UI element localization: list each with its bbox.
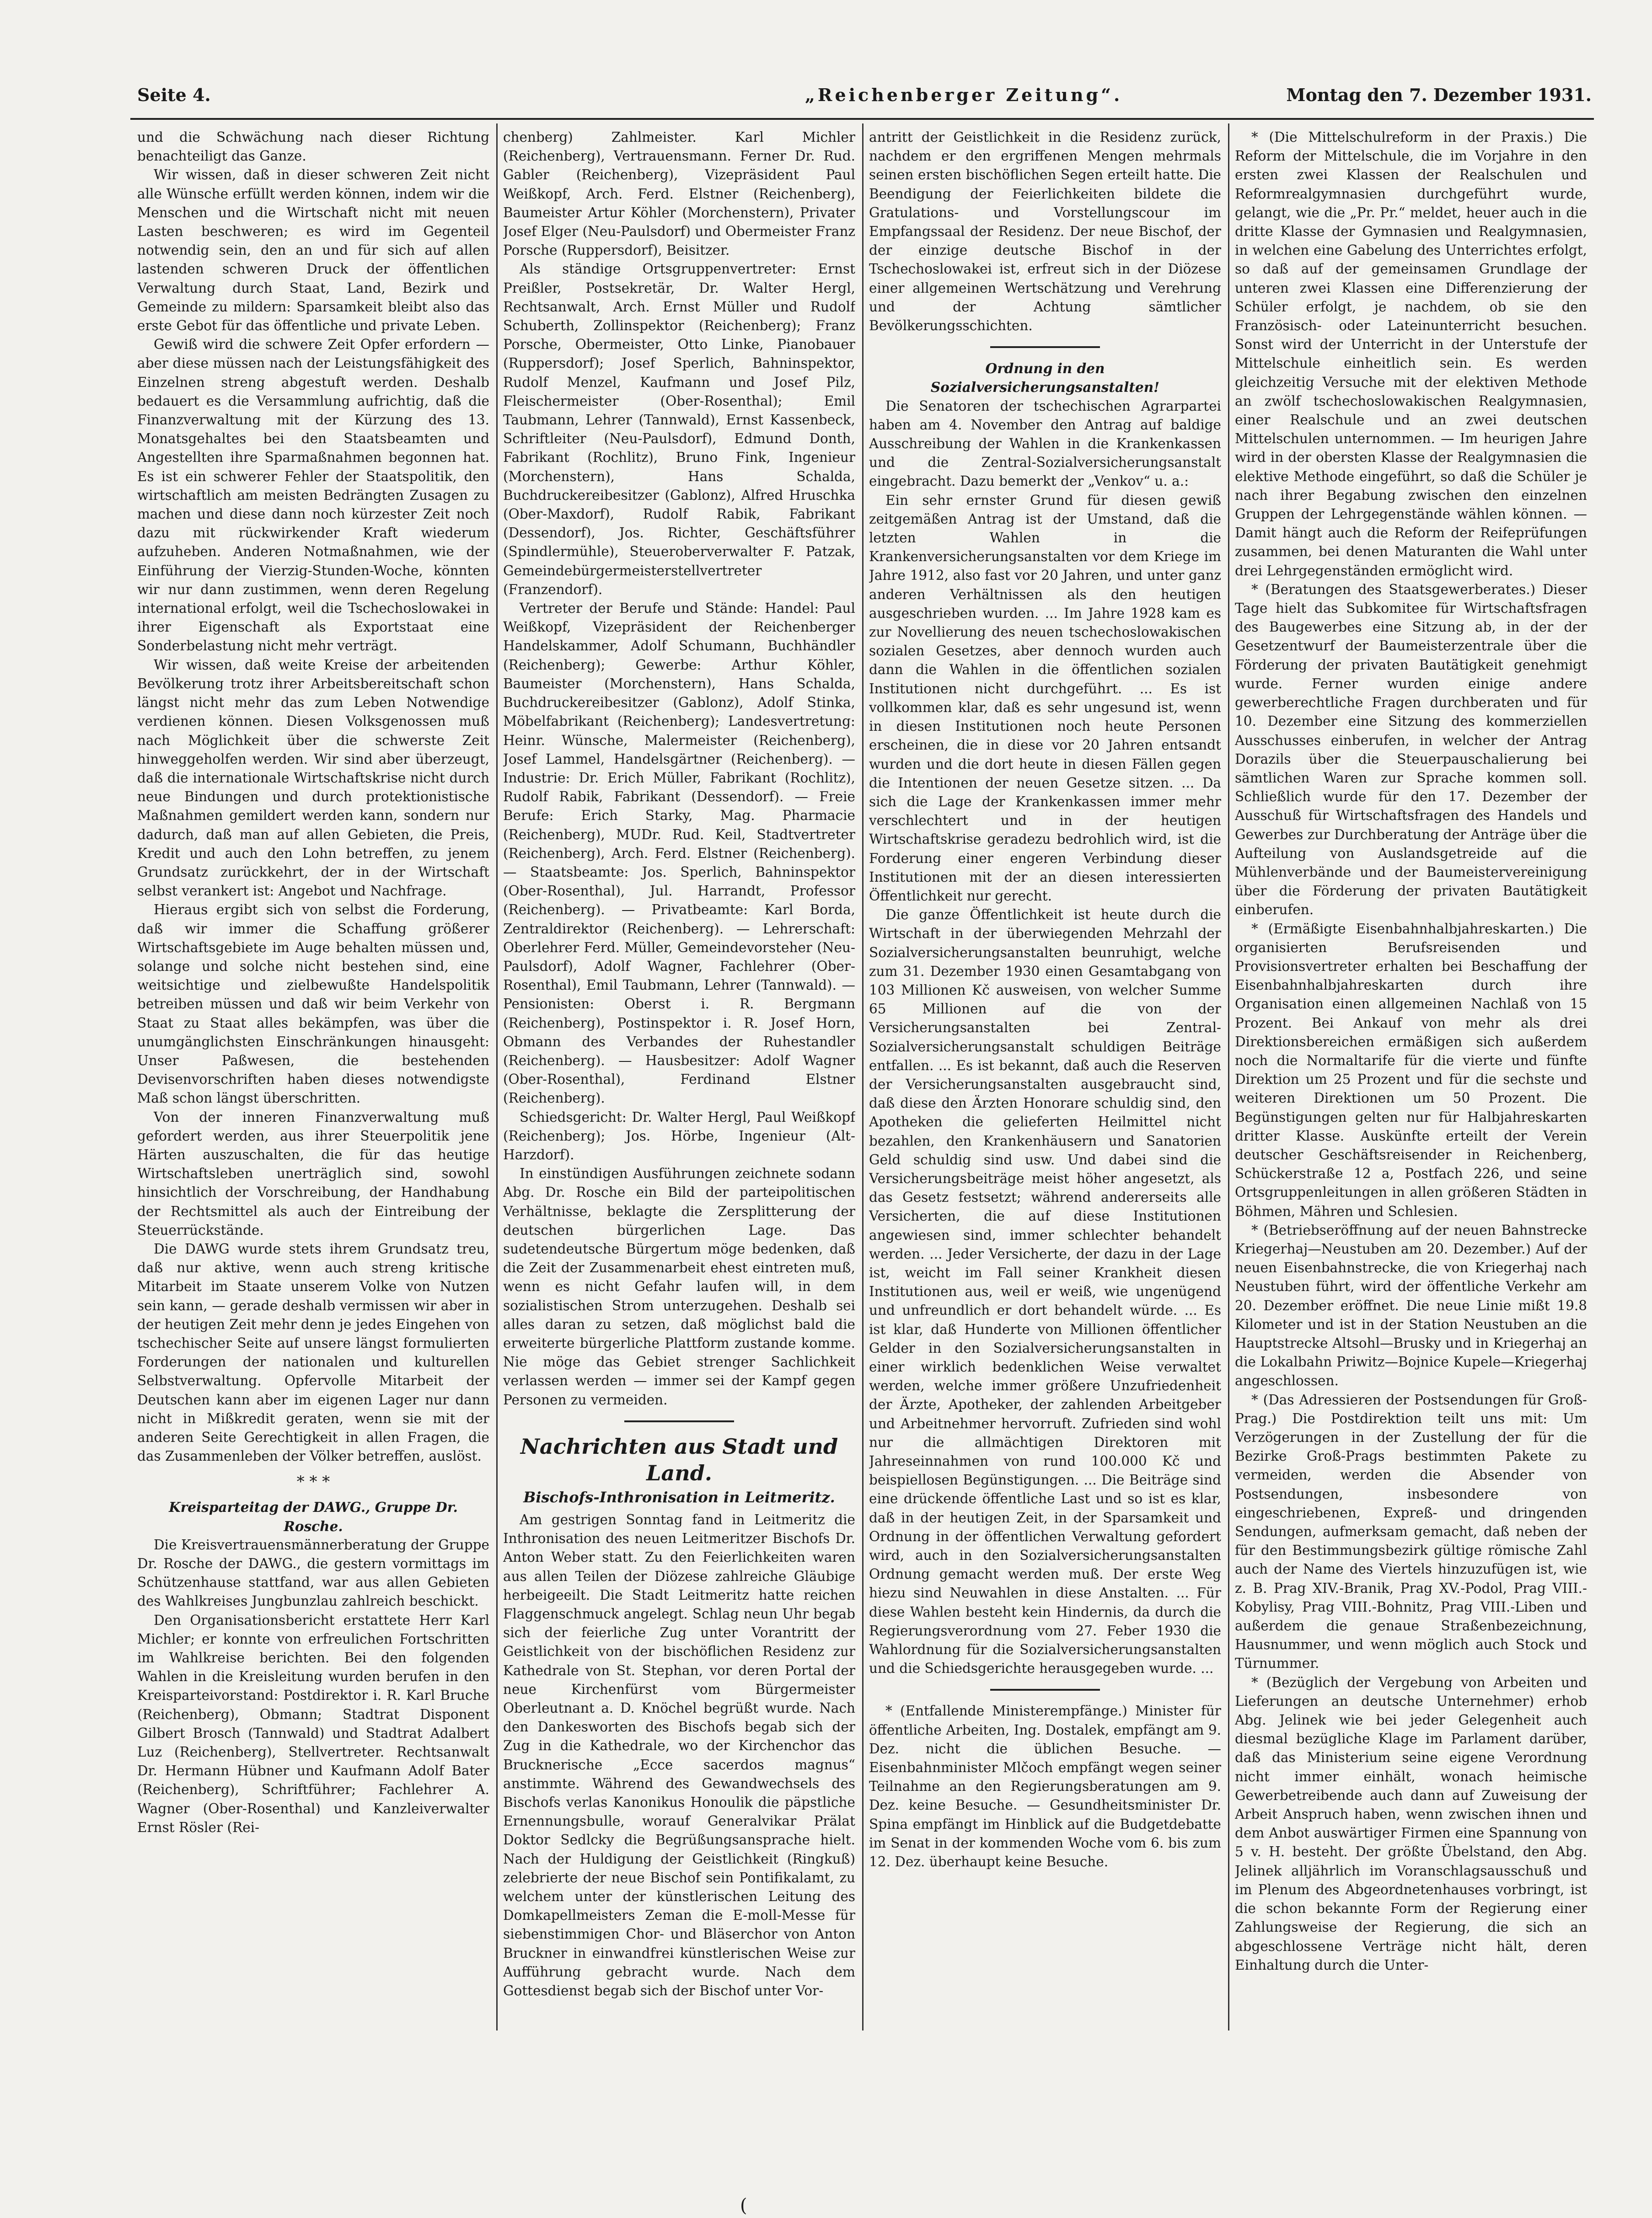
column-divider <box>1228 123 1229 2030</box>
section-separator <box>990 1689 1100 1691</box>
paragraph: Die DAWG wurde stets ihrem Grundsatz treu, daß nur aktive, wenn auch streng kritische Mitarbeit im Staate unserem Volke von Nutzen sein kann, — gerade deshalb vermissen wir aber in der heutigen Zeit mehr denn je jedes Eingehen von tschechischer Seite auf unsere längst formulierten Forderungen der nationalen und kulturellen Selbstverwaltung. Opfervolle Mitarbeit der Deutschen kann aber im eigenen Lager nur dann nicht in Mißkredit geraten, wenn sie mit der anderen Seite Gerechtigkeit in allen Fragen, die das Zusammenleben der Völker betreffen, auslöst. <box>137 1241 489 1464</box>
column-3 <box>869 128 1221 2026</box>
paragraph: Am gestrigen Sonntag fand in Leitmeritz die Inthronisation des neuen Leitmeritzer Bischofs Dr. Anton Weber statt. Zu den Feierlichkeiten waren aus allen Teilen der Diözese zahlreiche Gläubige herbeigeeilt. Die Stadt Leitmeritz hatte reichen Flaggenschmuck angelegt. Schlag neun Uhr begab sich der feierliche Zug unter Vorantritt der Geistlichkeit von der bischöflichen Residenz zur Kathedrale von St. Stephan, vor deren Portal der neue Kirchenfürst vom Bürgermeister Oberleutnant a. D. Knöchel begrüßt wurde. Nach den Dankesworten des Bischofs begab sich der Zug in die Kathedrale, wo der Kirchenchor das Brucknerische „Ecce sacerdos magnus“ anstimmte. Während des Gewandwechsels des Bischofs verlas Kanonikus Honoulik die päpstliche Ernennungsbulle, worauf Generalvikar Prälat Doktor Sedlcky die Begrüßungsansprache hielt. Nach der Huldigung der Geistlichkeit (Ringkuß) zelebrierte der neue Bischof sein Pontifikalamt, zu welchem unter der künstlerischen Leitung des Domkapellmeisters Zeman die E-moll-Messe für siebenstimmigen Chor- und Bläserchor von Anton Bruckner in einwandfrei künstlerischen Weise zur Aufführung gebracht wurde. Nach dem Gottesdienst begab sich der Bischof unter Vor- <box>503 1512 855 1999</box>
column-4 <box>1235 128 1587 2026</box>
article-heading: Kreisparteitag der DAWG., Gruppe Dr. Rosche. <box>169 1499 458 1534</box>
page-number: Seite 4. <box>137 85 211 105</box>
news-item: * (Beratungen des Staatsgewerberates.) Dieser Tage hielt das Subkomitee für Wirtschaftsfragen des Baugewerbes eine Sitzung ab, in der der Gesetzentwurf der Baumeisterzentrale über die Förderung der privaten Bautätigkeit genehmigt wurde. Ferner wurden einige andere gewerberechtliche Fragen durchberaten und für 10. Dezember eine Sitzung des kommerziellen Ausschusses einberufen, in welcher der Antrag Dorazils über die Steuerpauschalierung bei sämtlichen Waren zur Sprache kommen soll. Schließlich wurde für den 17. Dezember der Ausschuß für Wirtschaftsfragen des Handels und Gewerbes zur Durchberatung der Anträge über die Aufteilung von Auslandsgetreide auf die Mühlenverbände und der Baumeistervereinigung über die Förderung der privaten Bautätigkeit einberufen. <box>1235 581 1587 918</box>
paragraph: und die Schwächung nach dieser Richtung benachteiligt das Ganze. <box>137 129 489 164</box>
section-separator <box>624 1420 734 1422</box>
paragraph: Hieraus ergibt sich von selbst die Forderung, daß wir immer die Schaffung größerer Wirtschaftsgebiete im Auge behalten müssen und, solange und solche nicht bestehen sind, eine weitsichtige und zielbewußte Handelspolitik betreiben müssen und daß wir beim Verkehr von Staat zu Staat alles bekämpfen, was über die unumgänglichsten Einschränkungen hinausgeht: Unser Paßwesen, die bestehenden Devisenvorschriften haben dieses notwendigste Maß schon längst überschritten. <box>137 902 489 1106</box>
footer-mark: ( <box>740 2195 747 2216</box>
paragraph: Von der inneren Finanzverwaltung muß gefordert werden, aus ihrer Steuerpolitik jene Härten auszuschalten, die für das heutige Wirtschaftsleben unerträglich sind, sowohl hinsichtlich der Vorschreibung, der Handhabung der Rechtsmittel als auch der Eintreibung der Steuerrückstände. <box>137 1109 489 1238</box>
news-item: * (Die Mittelschulreform in der Praxis.) Die Reform der Mittelschule, die im Vorjahre in den ersten zwei Klassen der Realschulen und Reformrealgymnasien durchgeführt wurde, gelangt, wie die „Pr. Pr.“ meldet, heuer auch in die dritte Klasse der Gymnasien und Realgymnasien, in welchen eine Gabelung des Unterrichtes erfolgt, so daß auf der gemeinsamen Grundlage der unteren zwei Klassen eine Differenzierung der Schüler erfolgt, je nachdem, ob sie den Französisch- oder Lateinunterricht besuchen. Sonst wird der Unterricht in der Unterstufe der Mittelschule einheitlich sein. Es werden gleichzeitig Versuche mit der elektiven Methode an zwölf tschechoslowakischen Realgymnasien, einer Realschule und an zwei deutschen Mittelschulen unternommen. — Im heurigen Jahre wird in der obersten Klasse der Realgymnasien die elektive Methode eingeführt, so daß die Schüler je nach ihrer Begabung zwischen den einzelnen Gruppen der Lehrgegenstände wählen können. — Damit hängt auch die Reform der Reifeprüfungen zusammen, bei denen Maturanten die Wahl unter drei Lehrgegenständen ermöglicht wird. <box>1235 129 1587 579</box>
paragraph: Vertreter der Berufe und Stände: Handel: Paul Weißkopf, Vizepräsident der Reichenberger Handelskammer, Adolf Schumann, Buchhändler (Reichenberg); Gewerbe: Arthur Köhler, Baumeister (Morchenstern), Hans Schalda, Buchdruckereibesitzer (Gablonz), Adolf Stinka, Möbelfabrikant (Reichenberg); Landesvertretung: Heinr. Wünsche, Malermeister (Reichenberg), Josef Lammel, Handelsgärtner (Reichenberg). — Industrie: Dr. Erich Müller, Fabrikant (Rochlitz), Rudolf Rabik, Fabrikant (Dessendorf). — Freie Berufe: Erich Starky, Mag. Pharmacie (Reichenberg), MUDr. Rud. Keil, Stadtvertreter (Reichenberg), Arch. Ferd. Elstner (Reichenberg). — Staatsbeamte: Jos. Sperlich, Bahninspektor (Ober-Rosenthal), Jul. Harrandt, Professor (Reichenberg). — Privatbeamte: Karl Borda, Zentraldirektor (Reichenberg). — Lehrerschaft: Oberlehrer Ferd. Müller, Gemeindevorsteher (Neu-Paulsdorf), Adolf Wagner, Fachlehrer (Ober-Rosenthal), Emil Taubmann, Lehrer (Tannwald). — Pensionisten: Oberst i. R. Bergmann (Reichenberg), Postinspektor i. R. Josef Horn, Obmann des Verbandes der Ruhestandler (Reichenberg). — Hausbesitzer: Adolf Wagner (Ober-Rosenthal), Ferdinand Elstner (Reichenberg). <box>503 600 855 1106</box>
paragraph: Als ständige Ortsgruppenvertreter: Ernst Preißler, Postsekretär, Dr. Walter Hergl, Rechtsanwalt, Arch. Ernst Müller und Rudolf Schuberth, Zollinspektor (Reichenberg); Franz Porsche, Obermeister, Otto Linke, Pianobauer (Ruppersdorf); Josef Sperlich, Bahninspektor, Rudolf Menzel, Kaufmann und Josef Pilz, Fleischermeister (Ober-Rosenthal); Emil Taubmann, Lehrer (Tannwald), Ernst Kassenbeck, Schriftleiter (Neu-Paulsdorf), Edmund Donth, Fabrikant (Rochlitz), Bruno Fink, Ingenieur (Morchenstern), Hans Schalda, Buchdruckereibesitzer (Gablonz), Alfred Hruschka (Ober-Maxdorf), Rudolf Rabik, Fabrikant (Dessendorf), Jos. Richter, Geschäftsführer (Spindlermühle), Steueroberverwalter F. Patzak, Gemeindebürgermeisterstellvertreter (Franzendorf). <box>503 261 855 597</box>
paragraph: In einstündigen Ausführungen zeichnete sodann Abg. Dr. Rosche ein Bild der parteipolitischen Verhältnisse, beklagte die Zersplitterung der deutschen bürgerlichen Lage. Das sudetendeutsche Bürgertum möge bedenken, daß die Zeit der Zusammenarbeit ehest eintreten muß, wenn es nicht Gefahr laufen will, in dem sozialistischen Strom unterzugehen. Deshalb sei alles daran zu setzen, daß möglichst bald die erweiterte bürgerliche Plattform zustande komme. Nie möge das Gebiet strenger Sachlichkeit verlassen werden — immer sei der Kampf gegen Personen zu vermeiden. <box>503 1166 855 1408</box>
column-divider <box>496 123 498 2030</box>
paragraph: antritt der Geistlichkeit in die Residenz zurück, nachdem er den ergriffenen Mengen mehrmals seinen ersten bischöflichen Segen erteilt hatte. Die Beendigung der Feierlichkeiten bildete die Gratulations- und Vorstellungscour im Empfangssaal der Residenz. Der neue Bischof, der der einzige deutsche Bischof in der Tschechoslowakei ist, erfreut sich in der Diözese einer allgemeinen Wertschätzung und Verehrung und der Achtung sämtlicher Bevölkerungsschichten. <box>869 129 1221 334</box>
news-item: * (Ermäßigte Eisenbahnhalbjahreskarten.) Die organisierten Berufsreisenden und Provisionsvertreter erhalten bei Beschaffung der Eisenbahnhalbjahreskarten durch ihre Organisation einen allgemeinen Nachlaß von 15 Prozent. Bei Ankauf von mehr als drei Direktionsbereichen ermäßigen sich außerdem noch die Normaltarife für die vierte und fünfte Direktion um 25 Prozent und für die sechste und weiteren Direktionen um 50 Prozent. Die Begünstigungen gelten nur für Halbjahreskarten dritter Klasse. Auskünfte erteilt der Verein deutscher Geschäftsreisender in Reichenberg, Schückerstraße 12 a, Postfach 226, und seine Ortsgruppenleitungen in allen größeren Städten in Böhmen, Mähren und Schlesien. <box>1235 921 1587 1219</box>
paragraph: chenberg) Zahlmeister. Karl Michler (Reichenberg), Vertrauensmann. Ferner Dr. Rud. Gabler (Reichenberg), Vizepräsident Paul Weißkopf, Arch. Ferd. Elstner (Reichenberg), Baumeister Artur Köhler (Morchenstern), Privater Josef Elger (Neu-Paulsdorf) und Obermeister Franz Porsche (Ruppersdorf), Beisitzer. <box>503 129 855 258</box>
section-stars: * * * <box>296 1473 330 1491</box>
paragraph: Die Senatoren der tschechischen Agrarpartei haben am 4. November den Antrag auf baldige Ausschreibung der Wahlen in die Krankenkassen und die Zentral-Sozialversicherungsanstalt eingebracht. Dazu bemerkt der „Venkov“ u. a.: <box>869 398 1221 489</box>
issue-date: Montag den 7. Dezember 1931. <box>1286 85 1592 105</box>
paragraph: Den Organisationsbericht erstattete Herr Karl Michler; er konnte von erfreulichen Fortschritten im Wahlkreise berichten. Bei den folgenden Wahlen in die Kreisleitung wurden berufen in den Kreisparteivorstand: Postdirektor i. R. Karl Bruche (Reichenberg), Obmann; Stadtrat Disponent Gilbert Brosch (Tannwald) und Stadtrat Adalbert Luz (Reichenberg), Stellvertreter. Rechtsanwalt Dr. Hermann Hübner und Kaufmann Adolf Bater (Reichenberg), Schriftführer; Fachlehrer A. Wagner (Ober-Rosenthal) und Kanzleiverwalter Ernst Rösler (Rei- <box>137 1612 489 1835</box>
column-2 <box>503 128 855 2026</box>
news-item: * (Das Adressieren der Postsendungen für Groß-Prag.) Die Postdirektion teilt uns mit: Um Verzögerungen in der Zustellung der für die Bezirke Groß-Prags bestimmten Pakete zu vermeiden, werden die Absender von Postsendungen, insbesondere von eingeschriebenen, Expreß- und dringenden Sendungen, aufmerksam gemacht, daß neben der für den Bestimmungsbezirk gültige römische Zahl auch der Name des Viertels hinzuzufügen ist, wie z. B. Prag XIV.-Branik, Prag XV.-Podol, Prag VIII.-Kobylisy, Prag VIII.-Bohnitz, Prag VIII.-Liben und außerdem die genaue Straßenbezeichnung, Hausnummer, und wenn möglich auch Stock und Türnummer. <box>1235 1392 1587 1672</box>
paragraph: Schiedsgericht: Dr. Walter Hergl, Paul Weißkopf (Reichenberg); Jos. Hörbe, Ingenieur (Alt-Harzdorf). <box>503 1109 855 1163</box>
news-item: * (Betriebseröffnung auf der neuen Bahnstrecke Kriegerhaj—Neustuben am 20. Dezember.) Auf der neuen Eisenbahnstrecke, die von Kriegerhaj nach Neustuben führt, wird der öffentliche Verkehr am 20. Dezember eröffnet. Die neue Linie mißt 19.8 Kilometer und ist in der Station Neustuben an die Hauptstrecke Altsohl—Brusky und in Kriegerhaj an die Lokalbahn Priwitz—Bojnice Kupele—Kriegerhaj angeschlossen. <box>1235 1222 1587 1389</box>
page-header <box>137 85 1592 112</box>
news-item: * (Bezüglich der Vergebung von Arbeiten und Lieferungen an deutsche Unternehmer) erhob Abg. Jelinek wie bei jeder Gelegenheit auch diesmal bezügliche Klage im Parlament darüber, daß das Ministerium seine eigene Verordnung nicht immer einhält, wonach heimische Gewerbetreibende auch dann auf Zuweisung der Arbeit Anspruch haben, wenn zwischen ihnen und dem Anbot auswärtiger Firmen eine Spannung von 5 v. H. besteht. Der größte Übelstand, den Abg. Jelinek alljährlich im Voranschlagsausschuß und im Plenum des Abgeordnetenhauses vorbringt, ist die schon bekannte Form der Regierung einer Zahlungsweise der Regierung, die sich an abgeschlossene Verträge nicht hält, deren Einhaltung durch die Unter- <box>1235 1674 1587 1973</box>
newspaper-title: „Reichenberger Zeitung“. <box>805 85 1123 105</box>
news-item: * (Entfallende Ministerempfänge.) Minister für öffentliche Arbeiten, Ing. Dostalek, empfängt am 9. Dez. nicht die üblichen Besuche. — Eisenbahnminister Mlčoch empfängt wegen seiner Teilnahme an den Regierungsberatungen am 9. Dez. keine Besuche. — Gesundheitsminister Dr. Spina empfängt im Hinblick auf die Budgetdebatte im Senat in der kommenden Woche vom 6. bis zum 12. Dez. überhaupt keine Besuche. <box>869 1703 1221 1870</box>
column-1 <box>137 128 489 2026</box>
paragraph: Ein sehr ernster Grund für diesen gewiß zeitgemäßen Antrag ist der Umstand, daß die letzten Wahlen in die Krankenversicherungsanstalten vor dem Kriege im Jahre 1912, also fast vor 20 Jahren, und unter ganz anderen Verhältnissen als den heutigen ausgeschrieben wurden. ... Im Jahre 1928 kam es zur Novellierung des neuen tschechoslowakischen sozialen Gesetzes, aber dennoch wurden auch dann die Wahlen in die öffentlichen sozialen Institutionen nicht durchgeführt. ... Es ist vollkommen klar, daß es sehr ungesund ist, wenn in diesen Institutionen noch heute Personen erscheinen, die in diese vor 20 Jahren entsandt wurden und die dort heute in diesen Fällen gegen die Intentionen der neuen Gesetze sitzen. ... Da sich die Lage der Krankenkassen immer mehr verschlechtert und in der heutigen Wirtschaftskrise geradezu bedrohlich wird, ist die Forderung einer engeren Verbindung dieser Institutionen mit der an diesen interessierten Öffentlichkeit nur gerecht. <box>869 492 1221 904</box>
section-heading: Nachrichten aus Stadt und Land. <box>520 1434 838 1485</box>
article-heading: Ordnung in den Sozialversicherungsanstalten! <box>930 360 1160 396</box>
paragraph: Die Kreisvertrauensmännerberatung der Gruppe Dr. Rosche der DAWG., die gestern vormittags im Schützenhause stattfand, war aus allen Gebieten des Wahlkreises Jungbunzlau zahlreich beschickt. <box>137 1537 489 1609</box>
article-subheading: Bischofs-Inthronisation in Leitmeritz. <box>523 1488 835 1506</box>
paragraph: Wir wissen, daß in dieser schweren Zeit nicht alle Wünsche erfüllt werden können, indem wir die Menschen und die Wirtschaft nicht mit neuen Lasten beschweren; es wird im Gegenteil notwendig sein, den an und für sich auf allen lastenden schweren Druck der öffentlichen Verwaltung durch Staat, Land, Bezirk und Gemeinde zu mildern: Sparsamkeit bleibt also das erste Gebot für das öffentliche und private Leben. <box>137 167 489 334</box>
header-rule <box>130 118 1594 120</box>
section-separator <box>990 346 1100 348</box>
column-divider <box>862 123 864 2030</box>
paragraph: Wir wissen, daß weite Kreise der arbeitenden Bevölkerung trotz ihrer Arbeitsbereitschaft schon längst nicht mehr das zum Leben Notwendige verdienen können. Diesen Volksgenossen muß nach Möglichkeit über die schwerste Zeit hinweggeholfen werden. Wir sind aber überzeugt, daß die internationale Wirtschaftskrise nicht durch neue Bindungen und durch protektionistische Maßnahmen gemildert werden kann, sondern nur dadurch, daß man auf allen Gebieten, die Preis, Kredit und auch den Lohn betreffen, zu jenem Grundsatz zurückkehrt, der in der Wirtschaft selbst verankert ist: Angebot und Nachfrage. <box>137 657 489 899</box>
paragraph: Die ganze Öffentlichkeit ist heute durch die Wirtschaft in der überwiegenden Mehrzahl der Sozialversicherungsanstalten beunruhigt, welche zum 31. Dezember 1930 einen Gesamtabgang von 103 Millionen Kč ausweisen, von welcher Summe 65 Millionen auf die von der Versicherungsanstalten bei Zentral-Sozialversicherungsanstalt schuldigen Beiträge entfallen. ... Es ist bekannt, daß auch die Reserven der Versicherungsanstalten ausgebraucht sind, daß diese den Ärzten Honorare schuldig sind, den Apotheken die gelieferten Heilmittel nicht bezahlen, den Krankenhäusern und Sanatorien Geld schuldig sind usw. Und dabei sind die Versicherungsbeiträge meist höher angesetzt, als das Gesetz festsetzt; während andererseits alle Versicherten, die auf diese Institutionen angewiesen sind, immer schlechter behandelt werden. ... Jeder Versicherte, der dazu in der Lage ist, weicht im Fall seiner Krankheit diesen Institutionen aus, weil er weiß, wie ungenügend und unfreundlich er dort behandelt würde. ... Es ist klar, daß Hunderte von Millionen öffentlicher Gelder in den Sozialversicherungsanstalten in einer wirklich bedenklichen Weise verwaltet werden, welche immer größere Unzufriedenheit der Ärzte, Apotheker, der zahlenden Arbeitgeber und Arbeitnehmer hervorruft. Zufrieden sind wohl nur die allmächtigen Direktoren mit Jahreseinnahmen von rund 100.000 Kč und beispiellosen Begünstigungen. ... Die Beiträge sind eine drückende öffentliche Last und so ist es klar, daß in der heutigen Zeit, in der Sparsamkeit und Ordnung in der öffentlichen Verwaltung gefordert wird, auch in den Sozialversicherungsanstalten Ordnung gemacht werden muß. Der erste Weg hiezu sind Neuwahlen in diese Anstalten. ... Für diese Wahlen besteht kein Hindernis, da durch die Regierungsverordnung vom 27. Feber 1930 die Wahlordnung für die Sozialversicherungsanstalten und die Schiedsgerichte herausgegeben wurde. ... <box>869 907 1221 1677</box>
paragraph: Gewiß wird die schwere Zeit Opfer erfordern — aber diese müssen nach der Leistungsfähigkeit des Einzelnen streng abgestuft werden. Deshalb bedauert es die Versammlung aufrichtig, daß die Finanzverwaltung mit der Kürzung des 13. Monatsgehaltes bei den Staatsbeamten und Angestellten ihre Sparmaßnahmen begonnen hat. Es ist ein schwerer Fehler der Staatspolitik, den wirtschaftlich am meisten Bedrängten Zusagen zu machen und diese dann noch kürzester Zeit noch dazu mit rückwirkender Kraft wiederum aufzuheben. Anderen Notmaßnahmen, wie der Einführung der Vierzig-Stunden-Woche, könnten wir nur dann zustimmen, wenn deren Regelung international erfolgt, weil die Tschechoslowakei in ihrer Eigenschaft als Exportstaat eine Sonderbelastung nicht mehr verträgt. <box>137 337 489 654</box>
